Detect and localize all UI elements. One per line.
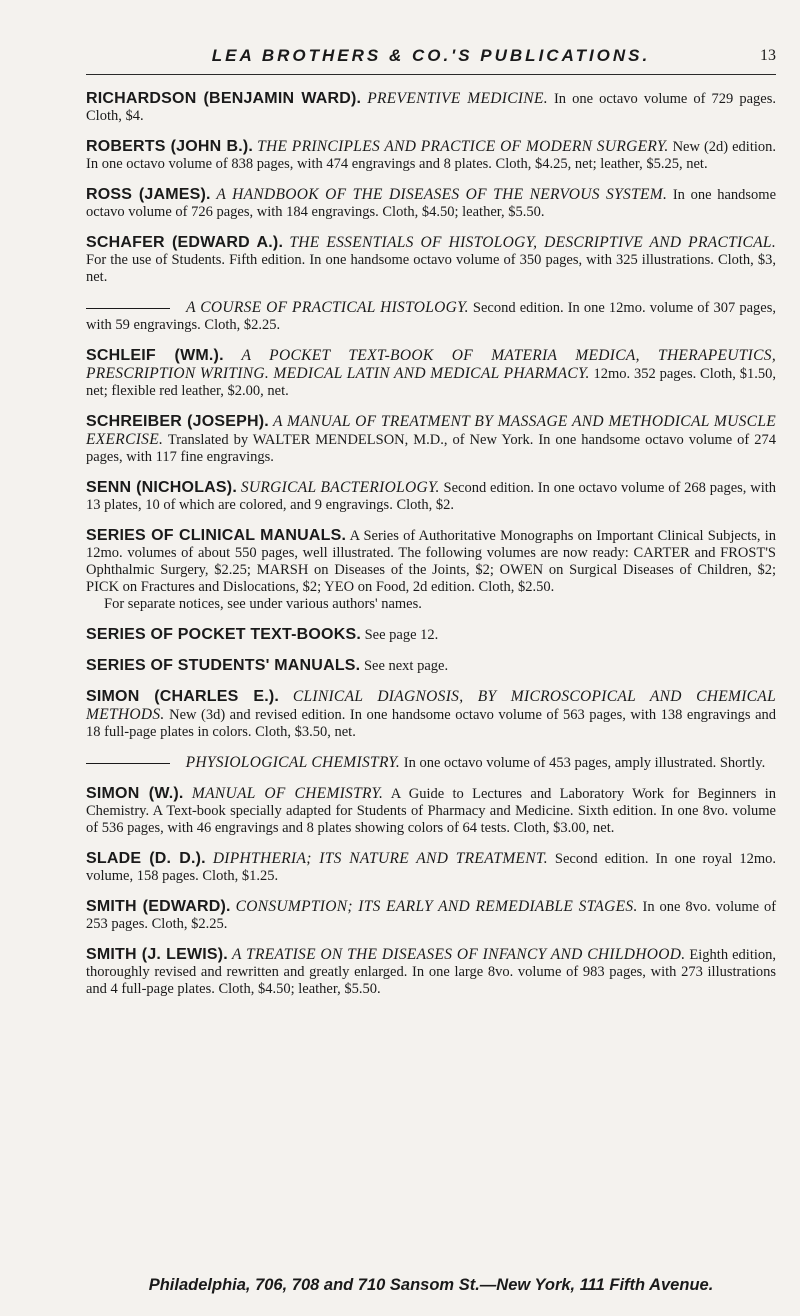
entry-text: In one handsome octavo volume of 726 pages, with 184 engravings. Cloth, $4.50; leather, $5.50. [86,187,777,220]
entry-text: Translated by WALTER MENDELSON, M.D., of New York. In one handsome octavo volume of 274 pages, with 117 fine engravings. [86,432,776,465]
entry-text: In one 8vo. volume of 253 pages. Cloth, $2.25. [86,899,777,932]
entry-author: SCHAFER (EDWARD A.). [86,234,284,251]
running-header [86,44,776,75]
catalog-entry [86,657,776,675]
entry-author: RICHARDSON (BENJAMIN WARD). [86,90,362,107]
entry-text: Second edition. In one octavo volume of 268 pages, with 13 plates, 10 of which are colored, and 9 engravings. Cloth, $2. [86,480,777,513]
entry-title: THE ESSENTIALS OF HISTOLOGY, DESCRIPTIVE AND PRACTICAL. [289,234,777,251]
entry-text: See next page. [363,658,449,674]
entry-text: In one octavo volume of 729 pages. Cloth, $4. [86,91,777,124]
entry-title: A MANUAL OF TREATMENT BY MASSAGE AND METHODICAL MUSCLE EXERCISE. [86,413,777,448]
entries-list [86,90,776,1011]
catalog-entry [86,138,776,173]
entry-text: Second edition. In one royal 12mo. volume, 158 pages. Cloth, $1.25. [86,851,777,884]
entry-author: SIMON (W.). [86,785,184,802]
entry-title: PREVENTIVE MEDICINE. [367,90,548,107]
entry-author: SMITH (EDWARD). [86,898,231,915]
catalog-entry [86,946,776,998]
catalog-entry [86,234,776,286]
entry-author: SLADE (D. D.). [86,850,206,867]
catalog-entry [86,688,776,741]
catalog-entry [86,299,776,334]
catalog-entry [86,413,776,466]
catalog-entry [86,347,776,400]
entry-title: DIPHTHERIA; ITS NATURE AND TREATMENT. [212,850,548,867]
catalog-entry [86,479,776,514]
catalog-entry [86,527,776,613]
header-title: LEA BROTHERS & CO.'S PUBLICATIONS. [211,46,651,65]
entry-text: Second edition. In one 12mo. volume of 307 pages, with 59 engravings. Cloth, $2.25. [86,300,776,333]
entry-title: THE PRINCIPLES AND PRACTICE OF MODERN SURGERY. [257,138,669,155]
entry-text: For the use of Students. Fifth edition. In one handsome octavo volume of 350 pages, with 325 illustrations. Cloth, $3, net. [86,252,776,285]
entry-text: In one octavo volume of 453 pages, amply illustrated. Shortly. [403,755,766,771]
catalog-entry [86,186,776,221]
entry-author: ROBERTS (JOHN B.). [86,138,254,155]
entry-author: ROSS (JAMES). [86,186,211,203]
page-number: 13 [760,47,776,64]
entry-text: A Series of Authoritative Monographs on Important Clinical Subjects, in 12mo. volumes of about 550 pages, well illustrated. The following volumes are now ready: CARTER and FROST'S Ophthalmic Surgery, $2.25; MARSH on Diseases of the Joints, $2; OWEN on Surgical Diseases of Children, $2; PICK on Fractures and Dislocations, $2; YEO on Food, 2d edition. Cloth, $2.50. [86,528,776,595]
entry-text: A Guide to Lectures and Laboratory Work for Beginners in Chemistry. A Text-book specially adapted for Students of Pharmacy and Medicine. Sixth edition. In one 8vo. volume of 536 pages, with 46 engravings and 8 plates showing colors of 64 tests. Cloth, $3.00, net. [86,786,776,836]
catalog-entry [86,754,776,772]
entry-author: SIMON (CHARLES E.). [86,688,280,705]
entry-note: For separate notices, see under various authors' names. [104,596,422,612]
entry-title: A TREATISE ON THE DISEASES OF INFANCY AND CHILDHOOD. [231,946,686,963]
entry-title: A COURSE OF PRACTICAL HISTOLOGY. [186,299,469,316]
entry-title: PHYSIOLOGICAL CHEMISTRY. [185,754,401,771]
catalog-entry [86,850,776,885]
entry-author: SERIES OF POCKET TEXT-BOOKS. [86,626,361,643]
ditto-rule [86,763,170,764]
entry-title: SURGICAL BACTERIOLOGY. [240,479,440,496]
entry-author: SENN (NICHOLAS). [86,479,237,496]
entry-title: CLINICAL DIAGNOSIS, BY MICROSCOPICAL AND CHEMICAL METHODS. [86,688,776,723]
entry-text: New (2d) edition. In one octavo volume of 838 pages, with 474 engravings and 8 plates. Cloth, $4.25, net; leather, $5.25, net. [86,139,777,172]
entry-author: SERIES OF STUDENTS' MANUALS. [86,657,361,674]
ditto-rule [86,308,170,309]
publisher-address: Philadelphia, 706, 708 and 710 Sansom St.—New York, 111 Fifth Avenue. [148,1276,714,1294]
entry-author: SCHREIBER (JOSEPH). [86,413,269,430]
catalog-entry [86,898,776,933]
entry-title: A POCKET TEXT-BOOK OF MATERIA MEDICA, THERAPEUTICS, PRESCRIPTION WRITING. MEDICAL LATIN AND MEDICAL PHARMACY. [86,347,777,382]
entry-title: MANUAL OF CHEMISTRY. [191,785,384,802]
entry-text: New (3d) and revised edition. In one handsome octavo volume of 563 pages, with 138 engravings and 18 full-page plates in colors. Cloth, $3.50, net. [86,707,777,740]
entry-text: Eighth edition, thoroughly revised and rewritten and greatly enlarged. In one large 8vo. volume of 983 pages, with 273 illustrations and 4 full-page plates. Cloth, $4.50; leather, $5.50. [86,947,776,997]
catalog-entry [86,785,776,837]
entry-author: SCHLEIF (WM.). [86,347,224,364]
entry-text: See page 12. [364,627,439,643]
entry-title: CONSUMPTION; ITS EARLY AND REMEDIABLE STAGES. [235,898,638,915]
catalog-entry [86,626,776,644]
entry-title: A HANDBOOK OF THE DISEASES OF THE NERVOUS SYSTEM. [216,186,668,203]
entry-author: SMITH (J. LEWIS). [86,946,228,963]
catalog-entry [86,90,776,125]
entry-text: 12mo. 352 pages. Cloth, $1.50, net; flexible red leather, $2.00, net. [86,366,776,399]
entry-author: SERIES OF CLINICAL MANUALS. [86,527,347,544]
